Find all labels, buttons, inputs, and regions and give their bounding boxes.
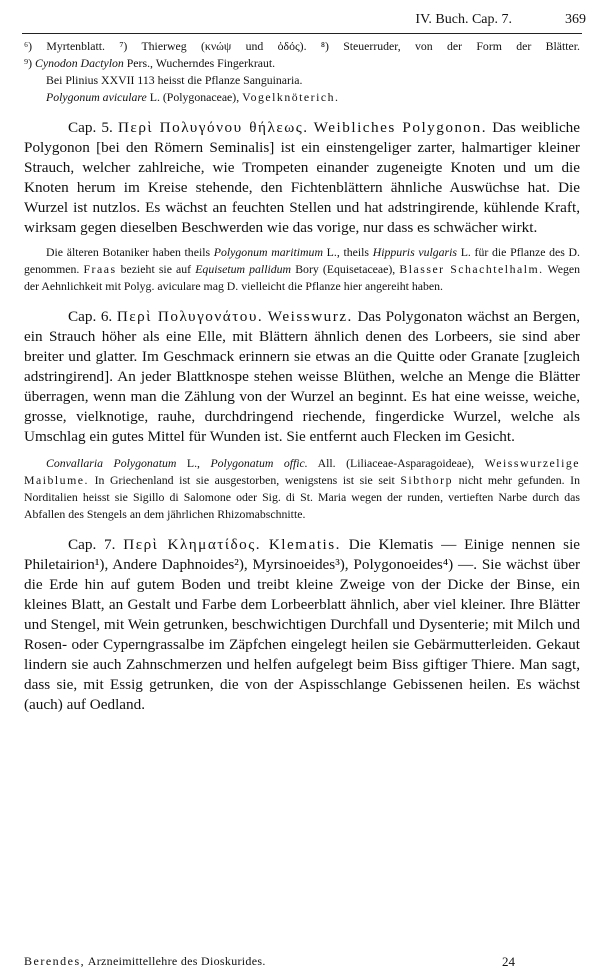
note-text: Bory (Equisetaceae), <box>295 262 396 276</box>
footnotes-block <box>24 38 580 106</box>
note-text: L. (Polygonaceae), <box>149 90 240 104</box>
footnote-9-text: Pers., Wucherndes Fingerkraut. <box>126 56 276 70</box>
commentary-6 <box>24 455 580 523</box>
page-footer <box>24 954 580 972</box>
note-text: Wegen der Aehnlichkeit mit Polyg. aviculare mag D. vielleicht die Pflanze hier angereiht haben. <box>24 262 580 293</box>
author-name: Fraas <box>83 262 117 276</box>
chapter-number: Cap. 5. <box>68 119 113 136</box>
note-text: nicht mehr gefunden. In Norditalien heisst sie Sigillo di Salomone oder Sig. di St. Maria wegen der runden, vertieften Narbe durch das Abfallen des Stengels an dem jährlichen Rhizomabschnitte. <box>24 473 580 521</box>
note-text: In Griechenland ist sie ausgestorben, wenigstens ist sie seit <box>94 473 395 487</box>
spacer <box>24 106 580 118</box>
page-content <box>24 38 580 715</box>
species-name: Polygonatum offic. <box>210 456 308 470</box>
chapter-6 <box>24 307 580 447</box>
commentary-5 <box>24 244 580 295</box>
species-name: Cynodon Dactylon <box>35 56 124 70</box>
work-title: Arzneimittellehre des Dioskurides. <box>87 954 266 968</box>
species-name: Equisetum pallidum <box>195 262 292 276</box>
footnote-6: ⁶) Myrtenblatt. <box>24 39 105 53</box>
footnote-line <box>24 55 580 72</box>
chapter-text: Das Polygonaton wächst an Bergen, ein Strauch höher als eine Elle, mit Blättern ähnlich denen des Lorbeers, sie sind aber breiter und glatter. Im Geschmack erinnern sie etwas an die Quitte oder Granate [zugleich adstringirend]. An jeder Blattknospe stehen weisse Blüthen, welche an Menge die Blätter überragen, wenn man die Zählung von der Wurzel an beginnt. Es hat eine weisse, weiche, grosse, vielknotige, rauhe, durchdringend riechende, fingerdicke Wurzel, welche als Umschlag ein gutes Mittel für Wunden ist. Sie entfernt auch Flecken im Gesicht. <box>24 308 581 445</box>
running-head: IV. Buch. Cap. 7. <box>415 12 512 27</box>
page-header <box>0 10 600 30</box>
chapter-text: Die Klematis — Einige nennen sie Philetairion¹), Andere Daphnoides²), Myrsinoeides³), Polygonoeides⁴) —. <box>24 536 581 573</box>
german-title: Klematis. <box>268 536 341 553</box>
page-number: 369 <box>565 12 586 27</box>
chapter-number: Cap. 6. <box>68 308 113 325</box>
german-title: Weisswurz. <box>267 308 353 325</box>
spacer <box>24 523 580 535</box>
note-text: bezieht sie auf <box>120 262 192 276</box>
header-rule <box>22 33 582 34</box>
sheet-number: 24 <box>502 954 515 969</box>
chapter-text: Sie wächst über die Erde hin auf gutem Boden und treibt kleine Zweige von der Dicke der Binse, ein kleines Blatt, an Gestalt und Farbe dem Lorbeerblatt ähnlich, aber viel kleiner. Ihre Blätter und Stengel, mit Wein getrunken, beschwichtigen Durchfall und Dysenterie; mit Milch und Rosen- oder Cyperngrassalbe im Zäpfchen eingelegt heilen sie Gebärmutterleiden. Gekaut lindern sie auch Zahnschmerzen und helfen aufgelegt beim Biss giftiger Thiere. Man sagt, dass sie, mit Essig getrunken, die von der Aspisschlange Gebissenen heilen. Es wächst (auch) auf Oedland. <box>24 556 580 713</box>
spacer <box>24 295 580 307</box>
note-text: L., theils <box>326 245 370 259</box>
note-text: Die älteren Botaniker haben theils <box>46 245 211 259</box>
greek-title: Περὶ Πολυγόνου θήλεως. <box>117 119 309 136</box>
greek-title: Περὶ Κληματίδος. <box>123 536 262 553</box>
chapter-number: Cap. 7. <box>68 536 116 553</box>
author-name: Sibthorp <box>400 473 454 487</box>
species-name: Polygonum aviculare <box>46 90 147 104</box>
chapter-5 <box>24 118 580 238</box>
common-name: Weisswurzelige Maiblume. <box>24 456 580 487</box>
note-text: All. (Liliaceae-Asparagoideae), <box>317 456 475 470</box>
common-name: Blasser Schachtelhalm. <box>399 262 544 276</box>
note-text: L., <box>186 456 200 470</box>
footnote-9-mark: ⁹) <box>24 56 33 70</box>
footnote-7: ⁷) Thierweg (κνώψ und ὁδός). <box>119 39 307 53</box>
species-name: Convallaria Polygonatum <box>46 456 177 470</box>
species-name: Polygonum maritimum <box>213 245 323 259</box>
species-name: Hippuris vulgaris <box>372 245 458 259</box>
spacer <box>24 447 580 455</box>
chapter-text: Das weibliche Polygonon [bei den Römern Seminalis] ist ein einstengeliger zarter, halmartiger kleiner Strauch, welcher zahlreiche, wie Trompeten einander zugeneigte Knoten und um die Knoten herum im Kreise stehende, den Fichtenblättern ähnliche Auswüchse hat. Die Wurzel ist nutzlos. Es wächst an feuchten Stellen und hat adstringirende, kühlende Kraft, wirksam gegen dieselben Beschwerden wie das vorige, nur dass es schwächer wirkt. <box>24 119 581 236</box>
german-title: Weibliches Polygonon. <box>313 119 488 136</box>
polygonum-note <box>24 89 580 106</box>
greek-title: Περὶ Πολυγονάτου. <box>116 308 264 325</box>
pliny-note: Bei Plinius XXVII 113 heisst die Pflanze Sanguinaria. <box>46 73 303 87</box>
footnote-line <box>24 38 580 55</box>
note-text: L. für die Pflanze des D. genommen. <box>24 245 580 276</box>
signature-line <box>24 954 266 969</box>
author-name: Berendes, <box>24 954 86 968</box>
common-name: Vogelknöterich. <box>242 90 340 104</box>
chapter-7 <box>24 535 580 715</box>
footnote-8: ⁸) Steuerruder, von der Form der Blätter. <box>320 39 581 53</box>
